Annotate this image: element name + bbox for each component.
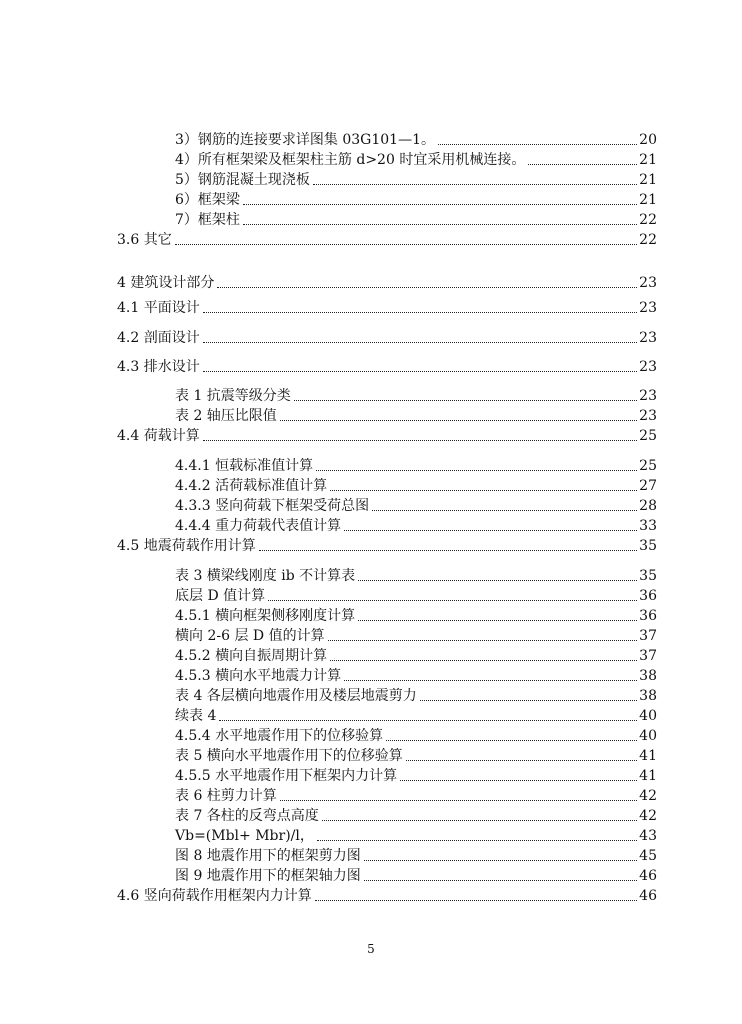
toc-entry[interactable] [175,685,657,705]
toc-entry-label: 4.4 荷载计算 [117,428,200,444]
toc-entry-label: 4.5.4 水平地震作用下的位移验算 [175,728,384,744]
dot-leader [217,287,637,288]
toc-entry-label: 图 9 地震作用下的框架轴力图 [175,868,361,884]
toc-entry-label: 4.2 剖面设计 [117,330,200,346]
toc-entry[interactable] [175,385,657,405]
toc-entry-label: 4.3.3 竖向荷载下框架受荷总图 [175,498,370,514]
dot-leader [203,312,637,313]
toc-entry-page: 23 [639,408,657,424]
toc-entry[interactable] [175,625,657,645]
dot-leader [268,600,637,601]
toc-entry-page: 38 [639,668,657,684]
toc-entry-label: 4.5.3 横向水平地震力计算 [175,668,342,684]
toc-entry[interactable] [175,845,657,865]
toc-entry-label: 4.6 竖向荷载作用框架内力计算 [117,888,312,904]
toc-entry-label: 底层 D 值计算 [175,588,266,604]
dot-leader [322,820,637,821]
dot-leader [203,342,637,343]
toc-entry-label: 4.1 平面设计 [117,300,200,316]
dot-leader [315,900,637,901]
toc-entry[interactable] [175,169,657,189]
toc-entry-label: 4 建筑设计部分 [117,275,215,291]
toc-entry[interactable] [117,356,657,376]
dot-leader [317,840,637,841]
toc-entry-page: 23 [639,388,657,404]
toc-entry[interactable] [117,425,657,445]
toc-entry-label: 4.3 排水设计 [117,359,200,375]
toc-entry[interactable] [117,272,657,292]
toc-entry[interactable] [175,455,657,475]
dot-leader [420,700,637,701]
dot-leader [330,660,637,661]
toc-entry[interactable] [175,495,657,515]
toc-entry-label: 3）钢筋的连接要求详图集 03G101—1。 [175,132,435,148]
toc-entry-page: 20 [639,132,657,148]
toc-entry-page: 25 [639,458,657,474]
toc-entry[interactable] [175,865,657,885]
toc-entry[interactable] [175,209,657,229]
dot-leader [280,800,637,801]
toc-entry-page: 21 [639,192,657,208]
toc-entry-label: 6）框架梁 [175,192,240,208]
dot-leader [386,740,637,741]
toc-entry[interactable] [175,745,657,765]
toc-entry[interactable] [175,785,657,805]
toc-entry-label: 表 2 轴压比限值 [175,408,277,424]
toc-entry-label: 表 7 各柱的反弯点高度 [175,808,319,824]
toc-entry[interactable] [175,129,657,149]
dot-leader [316,470,637,471]
toc-entry[interactable] [175,565,657,585]
dot-leader [243,204,637,205]
toc-entry-label: 3.6 其它 [117,232,172,248]
toc-entry-page: 42 [639,788,657,804]
toc-entry[interactable] [175,645,657,665]
dot-leader [400,780,637,781]
toc-entry-page: 21 [639,172,657,188]
toc-entry-label: Vb=(Mbl+ Mbr)/l， [175,828,314,844]
dot-leader [280,420,637,421]
toc-entry[interactable] [175,149,657,169]
toc-entry-page: 25 [639,428,657,444]
dot-leader [313,184,637,185]
toc-entry-page: 41 [639,768,657,784]
toc-entry[interactable] [175,705,657,725]
toc-entry-page: 40 [639,728,657,744]
toc-entry-page: 36 [639,588,657,604]
dot-leader [175,244,637,245]
toc-entry-page: 45 [639,848,657,864]
toc-entry[interactable] [175,765,657,785]
page-number: 5 [367,942,375,956]
toc-entry-page: 38 [639,688,657,704]
toc-entry-label: 表 3 横梁线刚度 ib 不计算表 [175,568,356,584]
dot-leader [364,880,637,881]
toc-entry-label: 横向 2-6 层 D 值的计算 [175,628,325,644]
toc-entry-label: 4.5.2 横向自振周期计算 [175,648,328,664]
toc-entry[interactable] [175,665,657,685]
toc-entry-page: 23 [639,330,657,346]
dot-leader [328,640,638,641]
dot-leader [438,144,637,145]
toc-entry-label: 4.5.5 水平地震作用下框架内力计算 [175,768,398,784]
toc-entry-page: 43 [639,828,657,844]
toc-entry[interactable] [117,327,657,347]
toc-entry[interactable] [117,885,657,905]
toc-entry-label: 表 5 横向水平地震作用下的位移验算 [175,748,403,764]
toc-entry-label: 5）钢筋混凝土现浇板 [175,172,310,188]
toc-entry-page: 35 [639,538,657,554]
toc-entry-label: 续表 4 [175,708,217,724]
toc-entry-page: 46 [639,868,657,884]
toc-entry-label: 7）框架柱 [175,212,240,228]
toc-entry[interactable] [175,515,657,535]
toc-entry-page: 35 [639,568,657,584]
toc-entry-page: 21 [639,152,657,168]
toc-entry-label: 4.5.1 横向框架侧移刚度计算 [175,608,356,624]
toc-entry[interactable] [175,605,657,625]
toc-entry-page: 37 [639,628,657,644]
toc-entry-page: 22 [639,232,657,248]
toc-entry-page: 46 [639,888,657,904]
dot-leader [358,580,637,581]
dot-leader [406,760,637,761]
toc-entry-label: 表 6 柱剪力计算 [175,788,277,804]
toc-entry[interactable] [175,825,657,845]
toc-entry-page: 23 [639,300,657,316]
toc-entry[interactable] [175,725,657,745]
toc-entry[interactable] [175,585,657,605]
toc-entry[interactable] [117,229,657,249]
toc-entry-page: 22 [639,212,657,228]
toc-entry-label: 4）所有框架梁及框架柱主筋 d>20 时宜采用机械连接。 [175,152,526,168]
toc-entry-page: 23 [639,275,657,291]
dot-leader [203,371,637,372]
dot-leader [219,720,637,721]
toc-entry-page: 41 [639,748,657,764]
toc-entry[interactable] [117,535,657,555]
dot-leader [203,440,637,441]
dot-leader [330,490,637,491]
dot-leader [243,224,637,225]
toc-entry-page: 36 [639,608,657,624]
toc-entry[interactable] [175,405,657,425]
dot-leader [344,530,637,531]
toc-entry-label: 4.4.1 恒载标准值计算 [175,458,314,474]
toc-entry-label: 图 8 地震作用下的框架剪力图 [175,848,361,864]
dot-leader [259,550,637,551]
dot-leader [528,164,637,165]
toc-entry[interactable] [117,297,657,317]
toc-entry-page: 27 [639,478,657,494]
toc-entry[interactable] [175,475,657,495]
toc-entry-label: 4.4.2 活荷载标准值计算 [175,478,328,494]
dot-leader [344,680,637,681]
dot-leader [372,510,637,511]
toc-entry-page: 23 [639,359,657,375]
toc-entry-page: 42 [639,808,657,824]
toc-entry-label: 4.4.4 重力荷载代表值计算 [175,518,342,534]
toc-entry-label: 4.5 地震荷载作用计算 [117,538,256,554]
dot-leader [294,400,637,401]
dot-leader [358,620,637,621]
toc-entry[interactable] [175,189,657,209]
toc-entry[interactable] [175,805,657,825]
toc-entry-page: 40 [639,708,657,724]
dot-leader [364,860,637,861]
toc-entry-page: 28 [639,498,657,514]
toc-entry-label: 表 1 抗震等级分类 [175,388,291,404]
toc-entry-page: 33 [639,518,657,534]
toc-entry-page: 37 [639,648,657,664]
toc-entry-label: 表 4 各层横向地震作用及楼层地震剪力 [175,688,417,704]
